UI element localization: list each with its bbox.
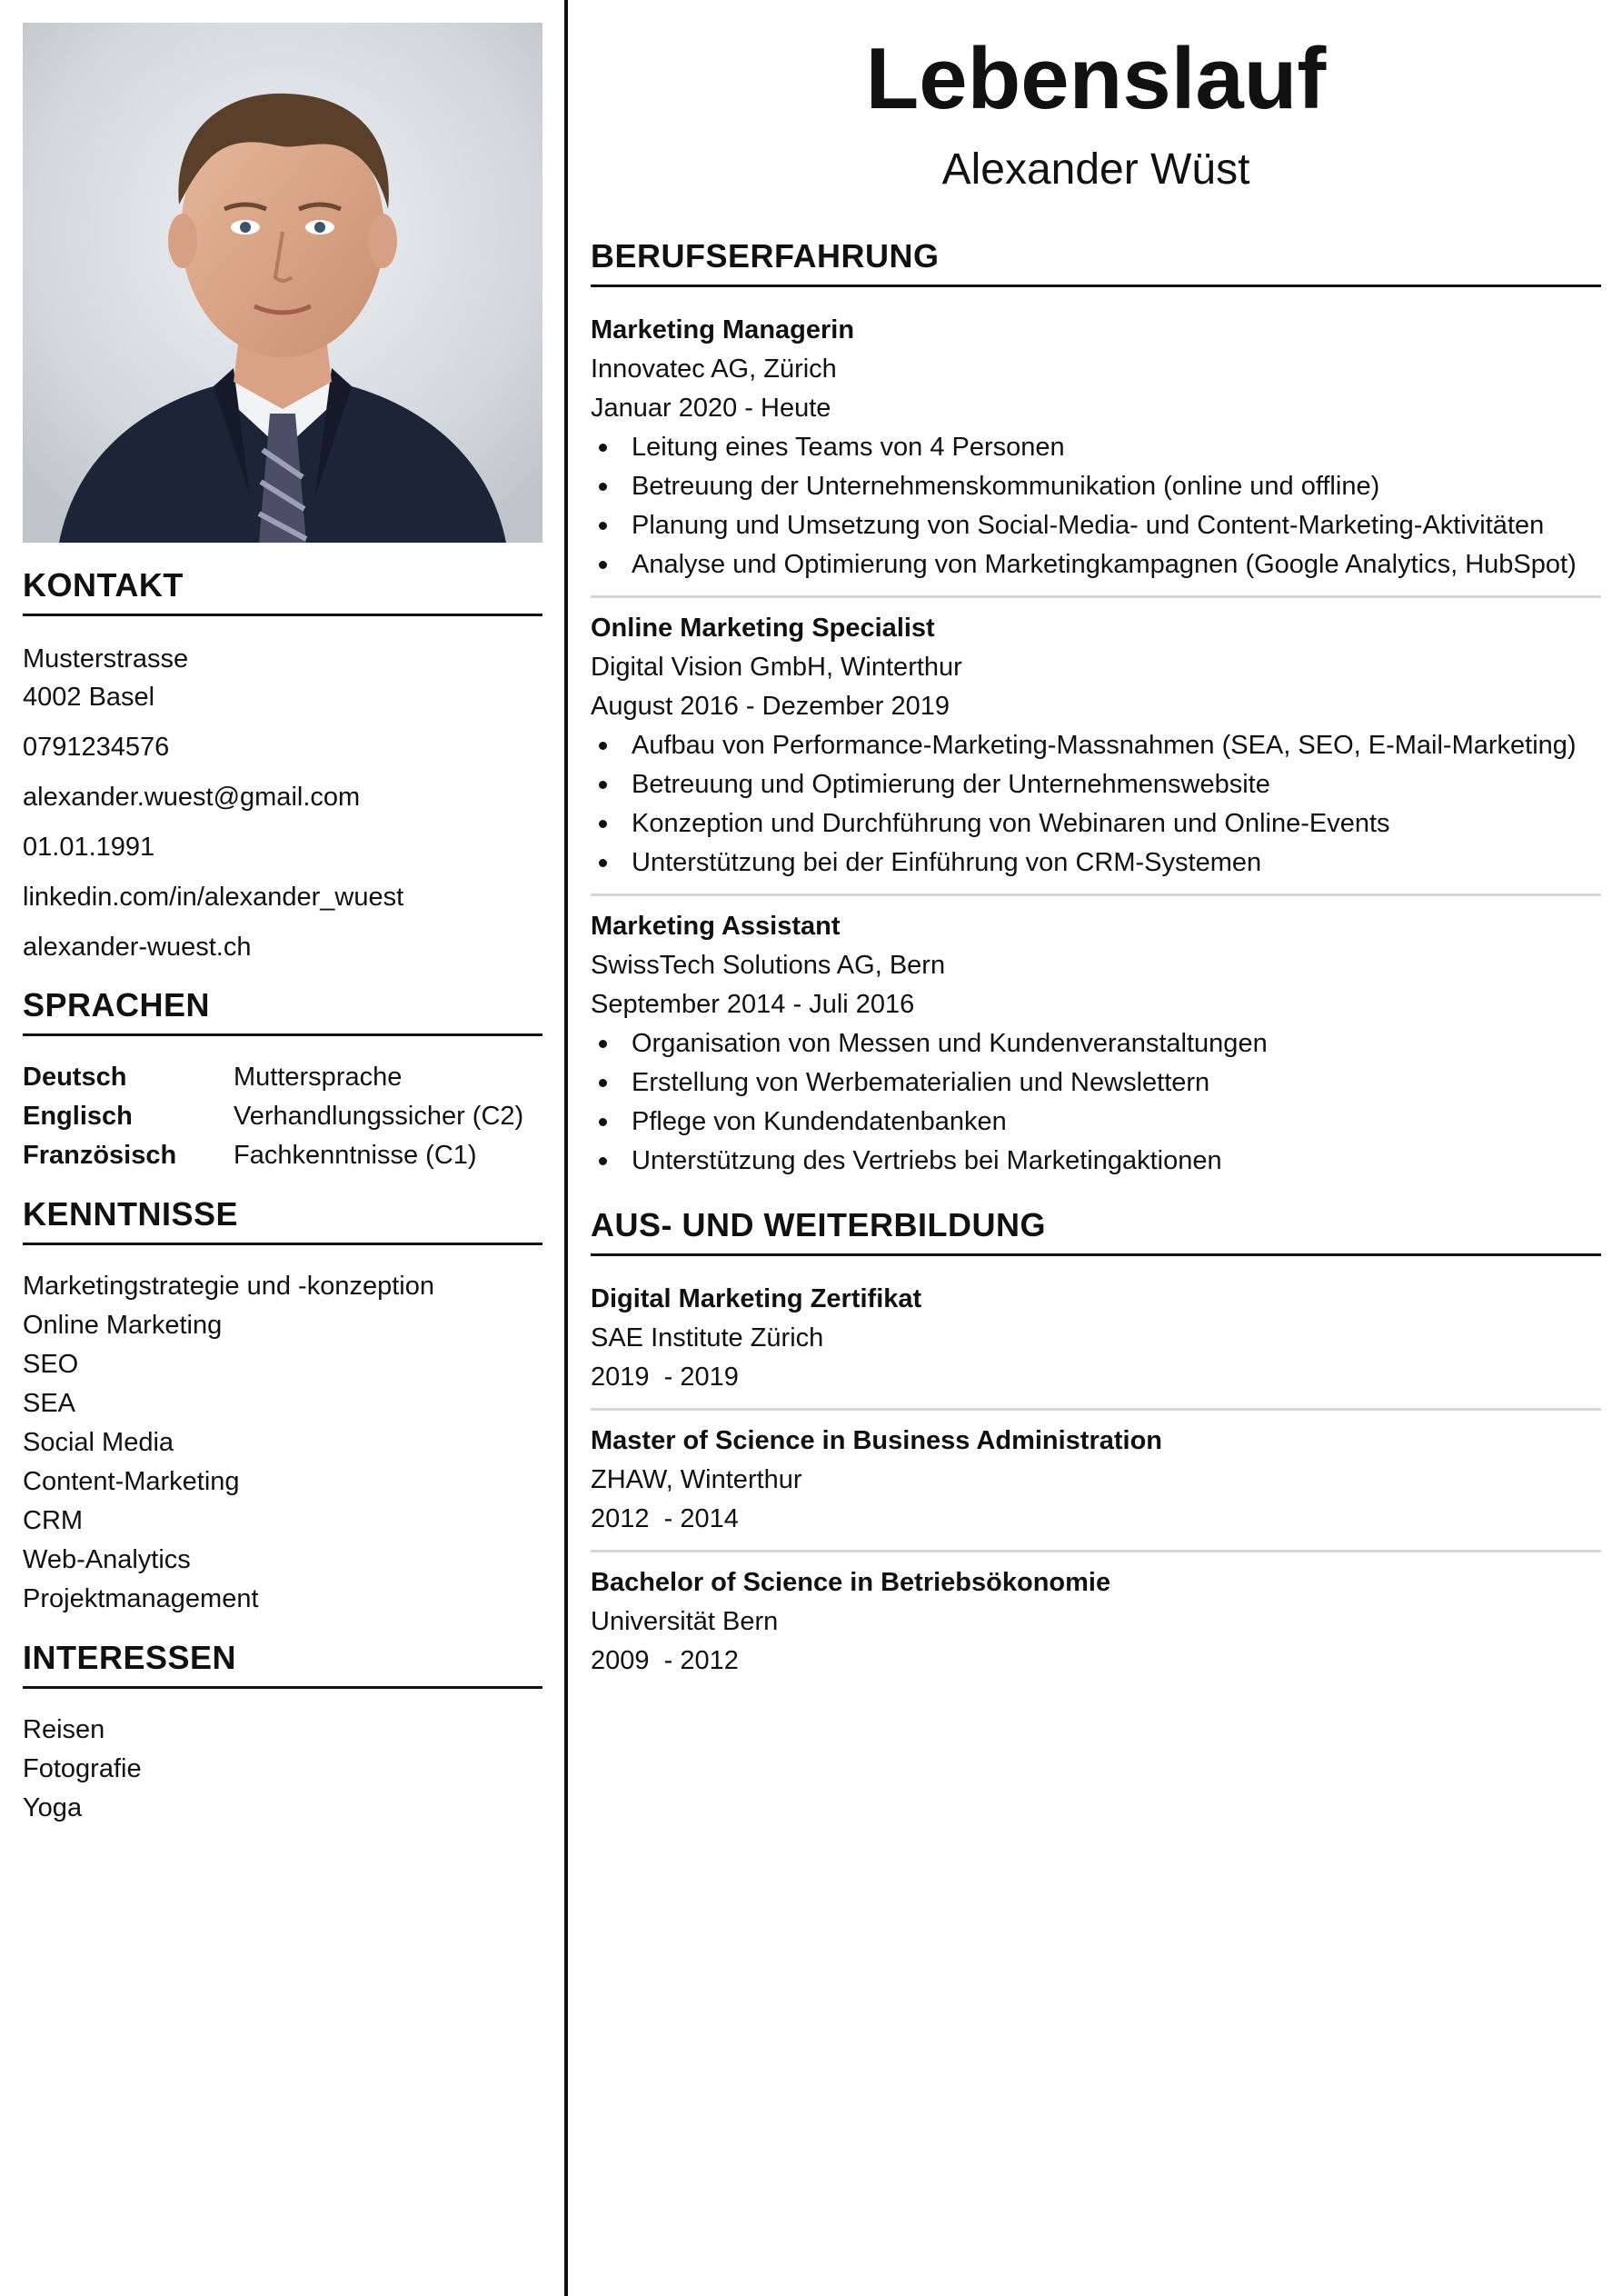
language-row bbox=[23, 1058, 542, 1097]
skill-item: Online Marketing bbox=[23, 1311, 223, 1340]
education-entry bbox=[591, 1280, 1601, 1408]
kenntnisse-section bbox=[23, 1195, 542, 1619]
job-tasks bbox=[591, 428, 1601, 584]
left-column bbox=[23, 23, 542, 1828]
sprachen-section bbox=[23, 986, 542, 1175]
contact-phone[interactable]: 0791234576 bbox=[23, 733, 170, 762]
interest-item: Yoga bbox=[23, 1793, 83, 1822]
job-task: Organisation von Messen und Kundenveranstaltungen bbox=[591, 1024, 1601, 1063]
education-entry bbox=[591, 1550, 1601, 1692]
language-name: Französisch bbox=[23, 1141, 177, 1170]
document-title: Lebenslauf bbox=[865, 30, 1327, 127]
interest-item: Reisen bbox=[23, 1715, 105, 1744]
language-row bbox=[23, 1097, 542, 1136]
interessen-section bbox=[23, 1639, 542, 1828]
job-title: Online Marketing Specialist bbox=[591, 614, 935, 643]
interessen-heading: INTERESSEN bbox=[23, 1639, 542, 1689]
person-name: Alexander Wüst bbox=[941, 145, 1250, 194]
skill-item: Marketingstrategie und -konzeption bbox=[23, 1272, 434, 1301]
job-task: Pflege von Kundendatenbanken bbox=[591, 1103, 1601, 1142]
berufserfahrung-heading: BERUFSERFAHRUNG bbox=[591, 237, 1601, 287]
interest-item: Fotografie bbox=[23, 1754, 142, 1783]
interests-list bbox=[23, 1711, 542, 1828]
job-entry bbox=[591, 595, 1601, 893]
portrait-illustration bbox=[23, 23, 542, 543]
language-row bbox=[23, 1136, 542, 1175]
language-level: Verhandlungssicher (C2) bbox=[234, 1102, 524, 1131]
job-tasks bbox=[591, 726, 1601, 883]
ausbildung-section bbox=[591, 1206, 1601, 1692]
contact-website[interactable]: alexander-wuest.ch bbox=[23, 933, 252, 962]
education-period: 2009 - 2012 bbox=[591, 1646, 739, 1675]
skill-item: Projektmanagement bbox=[23, 1584, 259, 1613]
contact-city: 4002 Basel bbox=[23, 683, 155, 712]
column-divider bbox=[564, 0, 568, 2296]
education-period: 2012 - 2014 bbox=[591, 1504, 739, 1533]
job-task: Betreuung und Optimierung der Unternehmenswebsite bbox=[591, 765, 1601, 804]
language-name: Englisch bbox=[23, 1102, 133, 1131]
job-company: Innovatec AG, Zürich bbox=[591, 354, 837, 384]
contact-birthdate: 01.01.1991 bbox=[23, 833, 155, 862]
job-entry bbox=[591, 311, 1601, 595]
job-task: Leitung eines Teams von 4 Personen bbox=[591, 428, 1601, 467]
education-institution: Universität Bern bbox=[591, 1607, 779, 1636]
job-period: August 2016 - Dezember 2019 bbox=[591, 692, 950, 721]
job-task: Planung und Umsetzung von Social-Media- und Content-Marketing-Aktivitäten bbox=[591, 506, 1601, 545]
profile-photo bbox=[23, 23, 542, 543]
education-period: 2019 - 2019 bbox=[591, 1363, 739, 1392]
skills-list bbox=[23, 1267, 542, 1619]
education-institution: ZHAW, Winterthur bbox=[591, 1465, 802, 1494]
job-company: Digital Vision GmbH, Winterthur bbox=[591, 653, 962, 682]
berufserfahrung-section bbox=[591, 237, 1601, 1192]
language-level: Muttersprache bbox=[234, 1063, 403, 1092]
ausbildung-heading: AUS- UND WEITERBILDUNG bbox=[591, 1206, 1601, 1256]
job-task: Aufbau von Performance-Marketing-Massnahmen (SEA, SEO, E-Mail-Marketing) bbox=[591, 726, 1601, 765]
skill-item: Social Media bbox=[23, 1428, 174, 1457]
language-list bbox=[23, 1058, 542, 1175]
education-title: Digital Marketing Zertifikat bbox=[591, 1284, 922, 1313]
kontakt-heading: KONTAKT bbox=[23, 566, 542, 616]
skill-item: SEO bbox=[23, 1350, 79, 1379]
kontakt-section bbox=[23, 566, 542, 966]
contact-email[interactable]: alexander.wuest@gmail.com bbox=[23, 783, 361, 812]
skill-item: Content-Marketing bbox=[23, 1467, 240, 1496]
kenntnisse-heading: KENNTNISSE bbox=[23, 1195, 542, 1245]
right-column bbox=[591, 32, 1601, 1692]
job-title: Marketing Managerin bbox=[591, 315, 855, 344]
skill-item: Web-Analytics bbox=[23, 1545, 191, 1574]
contact-linkedin[interactable]: linkedin.com/in/alexander_wuest bbox=[23, 883, 404, 912]
skill-item: CRM bbox=[23, 1506, 84, 1535]
job-task: Erstellung von Werbematerialien und Newslettern bbox=[591, 1063, 1601, 1103]
sprachen-heading: SPRACHEN bbox=[23, 986, 542, 1036]
education-entry bbox=[591, 1408, 1601, 1550]
language-name: Deutsch bbox=[23, 1063, 127, 1092]
job-task: Unterstützung bei der Einführung von CRM-Systemen bbox=[591, 844, 1601, 883]
skill-item: SEA bbox=[23, 1389, 76, 1418]
job-period: Januar 2020 - Heute bbox=[591, 394, 831, 423]
job-task: Konzeption und Durchführung von Webinaren und Online-Events bbox=[591, 804, 1601, 844]
job-tasks bbox=[591, 1024, 1601, 1181]
education-title: Master of Science in Business Administration bbox=[591, 1426, 1163, 1455]
language-level: Fachkenntnisse (C1) bbox=[234, 1141, 477, 1170]
job-entry bbox=[591, 893, 1601, 1192]
job-task: Betreuung der Unternehmenskommunikation (online und offline) bbox=[591, 467, 1601, 506]
job-period: September 2014 - Juli 2016 bbox=[591, 990, 915, 1019]
job-task: Analyse und Optimierung von Marketingkampagnen (Google Analytics, HubSpot) bbox=[591, 545, 1601, 584]
contact-street: Musterstrasse bbox=[23, 644, 189, 674]
job-task: Unterstützung des Vertriebs bei Marketingaktionen bbox=[591, 1142, 1601, 1181]
job-title: Marketing Assistant bbox=[591, 912, 841, 941]
education-institution: SAE Institute Zürich bbox=[591, 1323, 824, 1353]
job-company: SwissTech Solutions AG, Bern bbox=[591, 951, 946, 980]
education-title: Bachelor of Science in Betriebsökonomie bbox=[591, 1568, 1111, 1597]
